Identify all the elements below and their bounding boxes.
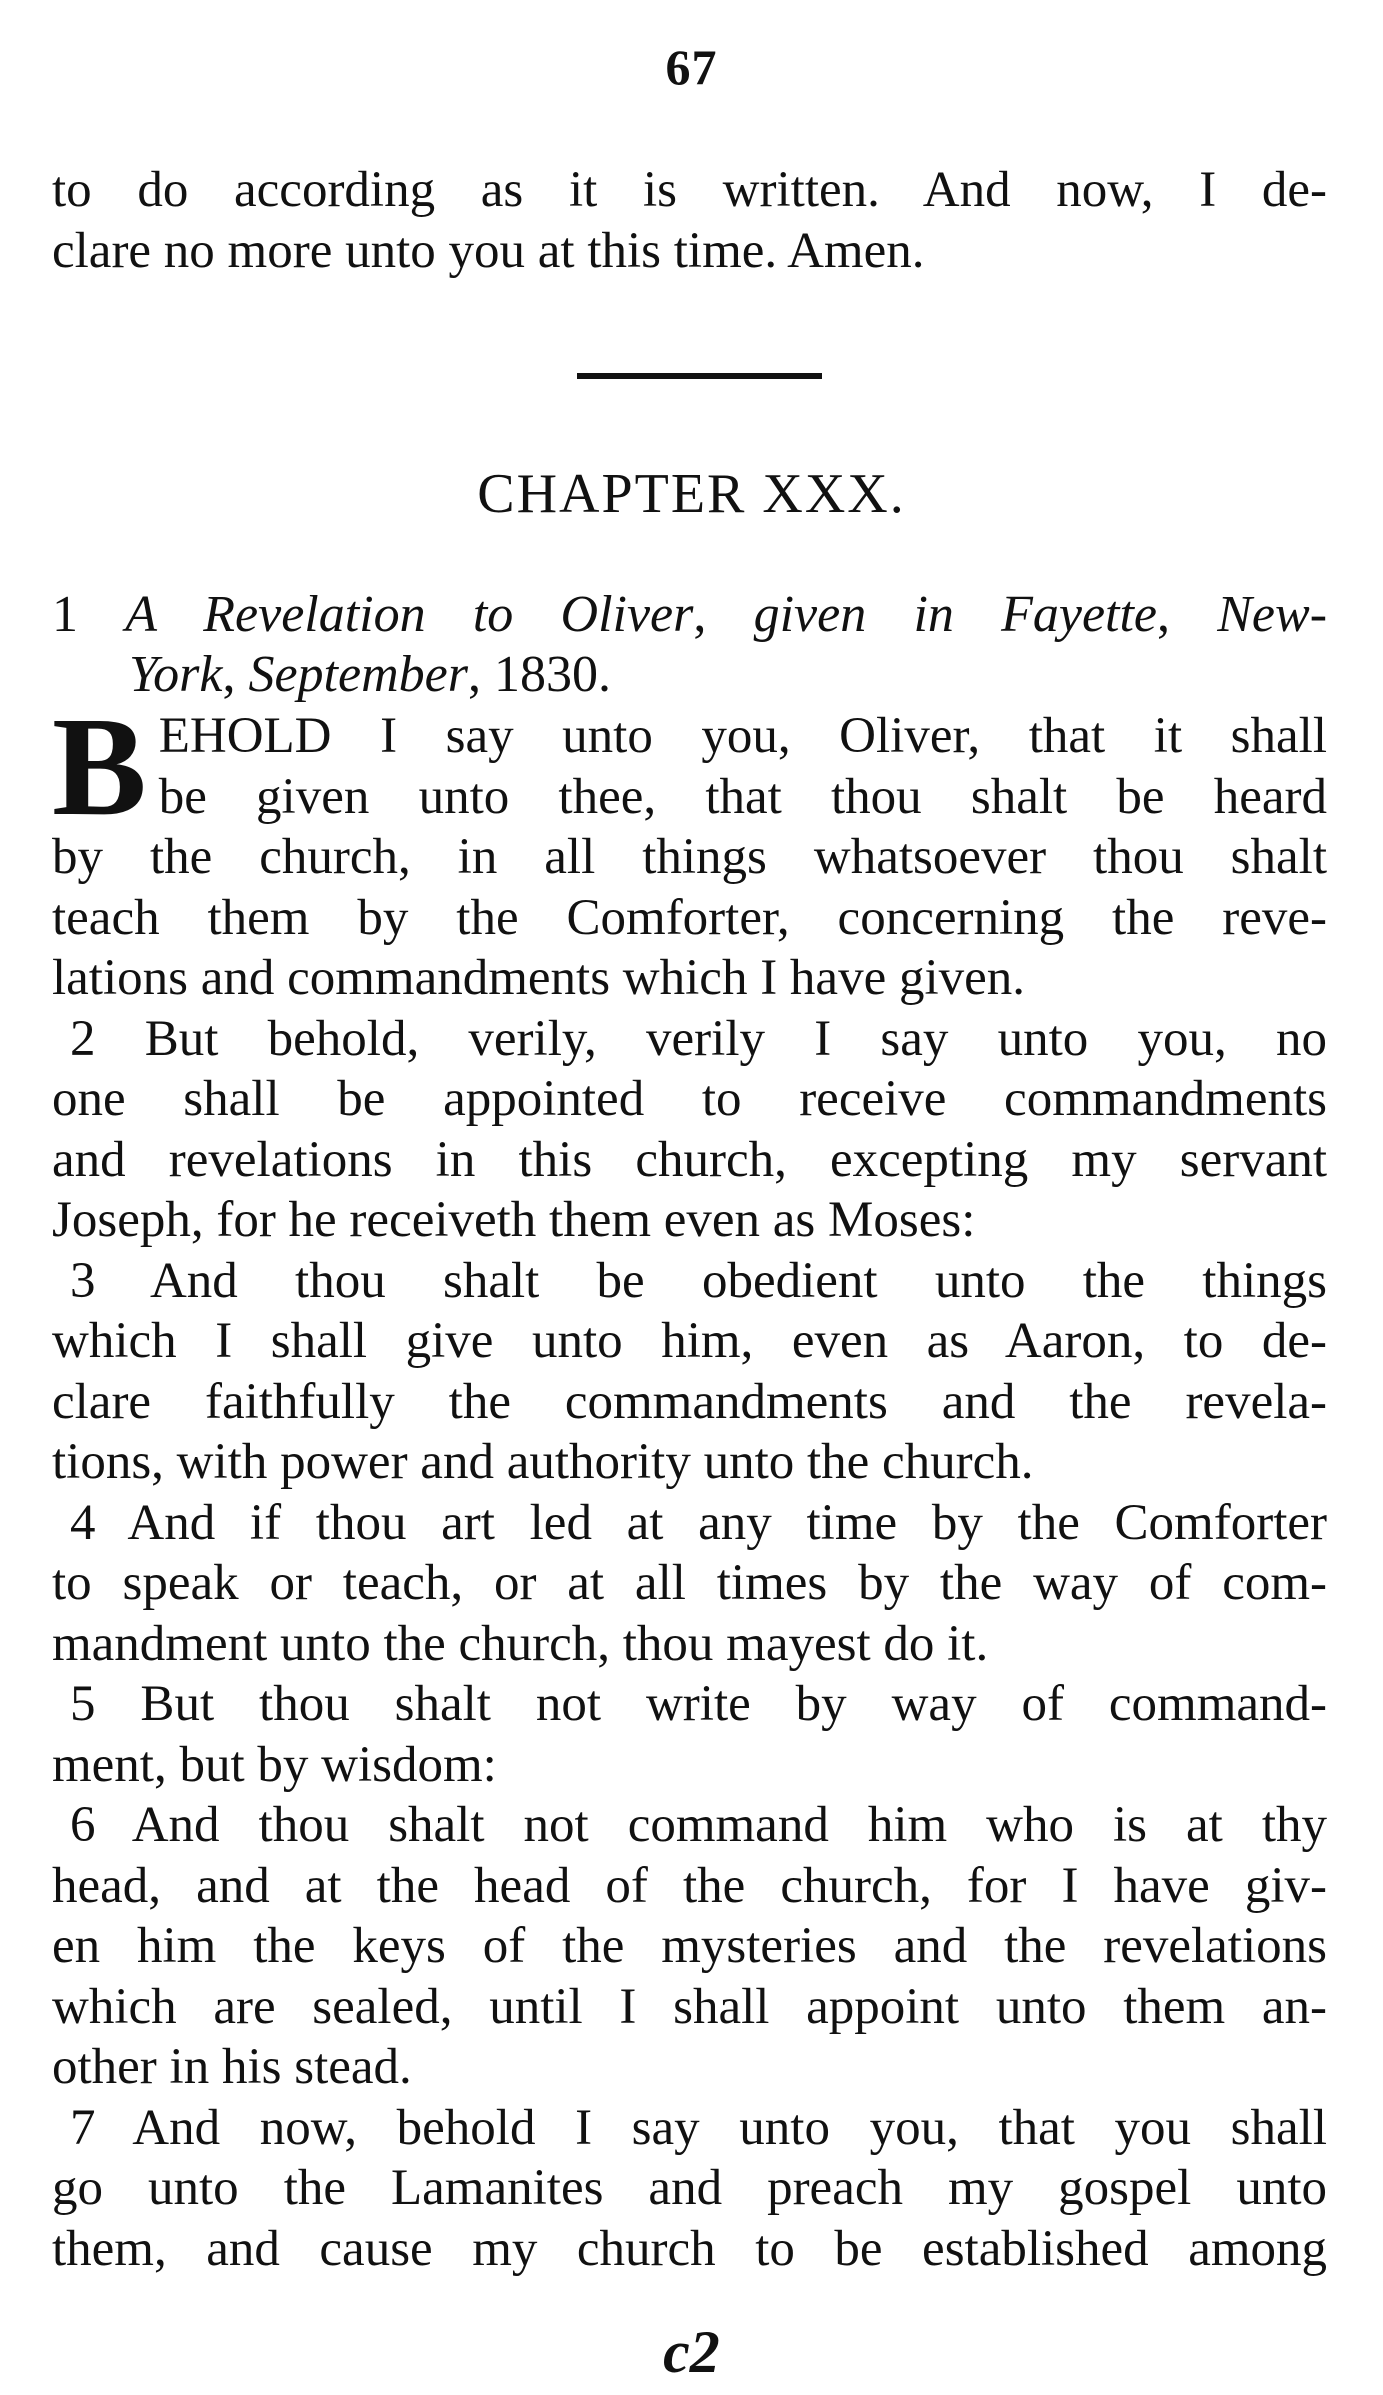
text-line: clare faithfully the commandments and the revela-	[52, 1373, 1327, 1430]
text-line: 5 But thou shalt not write by way of command-	[70, 1676, 1327, 1732]
chapter-title: CHAPTER XXX.	[477, 463, 906, 525]
heading-line-1	[52, 585, 1327, 645]
heading-punct: ,	[1157, 586, 1171, 643]
verse-lines	[52, 827, 1327, 2279]
text-line: one shall be appointed to receive commandments	[52, 1071, 1327, 1127]
text-line: mandment unto the church, thou mayest do it.	[52, 1615, 989, 1672]
text-line: go unto the Lamanites and preach my gospel unto	[52, 2160, 1327, 2216]
text-line: to speak or teach, or at all times by the way of com-	[52, 1555, 1327, 1611]
chapter-heading	[52, 585, 1327, 705]
text-line: ment, but by wisdom:	[52, 1736, 497, 1793]
text-line: teach them by the Comforter, concerning the reve-	[52, 889, 1327, 946]
heading-title: A Revelation to Oliver	[125, 586, 694, 643]
text-line: them, and cause my church to be established among	[52, 2220, 1327, 2277]
heading-line-2	[52, 645, 1327, 705]
heading-number: 1	[52, 586, 78, 643]
heading-state-cont: York	[129, 646, 223, 703]
text-line: 3 And thou shalt be obedient unto the things	[70, 1252, 1327, 1309]
text-line: Joseph, for he receiveth them even as Moses:	[52, 1192, 976, 1248]
heading-month: September	[248, 646, 468, 703]
text-line: clare no more unto you at this time. Amen.	[52, 222, 925, 279]
chapter-body	[52, 687, 1327, 2279]
section-divider	[577, 373, 822, 379]
text-line: 2 But behold, verily, verily I say unto you, no	[70, 1010, 1327, 1067]
page-number: 67	[665, 39, 718, 95]
printer-signature-mark: c2	[663, 2319, 720, 2385]
text-line: lations and commandments which I have given.	[52, 950, 1026, 1006]
heading-place: given in Fayette	[753, 586, 1158, 643]
heading-state: New-	[1217, 586, 1328, 643]
heading-year: , 1830.	[467, 646, 611, 703]
intro-paragraph	[52, 160, 1327, 281]
drop-cap: B	[52, 687, 147, 845]
text-line: EHOLD I say unto you, Oliver, that it shall	[158, 708, 1327, 764]
text-line: which I shall give unto him, even as Aaron, to de-	[52, 1313, 1327, 1369]
text-line: and revelations in this church, excepting my servant	[52, 1131, 1327, 1188]
text-line: other in his stead.	[52, 2039, 412, 2095]
heading-punct: ,	[693, 586, 707, 643]
text-line: which are sealed, until I shall appoint unto them an-	[52, 1978, 1327, 2035]
text-line: tions, with power and authority unto the church.	[52, 1434, 1034, 1490]
text-line: 7 And now, behold I say unto you, that you shall	[70, 2099, 1327, 2156]
text-line: by the church, in all things whatsoever thou shalt	[52, 829, 1327, 885]
text-line: 4 And if thou art led at any time by the Comforter	[70, 1494, 1327, 1551]
heading-punct: ,	[222, 646, 236, 703]
text-line: head, and at the head of the church, for I have giv-	[52, 1857, 1327, 1914]
text-line: en him the keys of the mysteries and the revelations	[52, 1918, 1327, 1974]
text-line: to do according as it is written. And now, I de-	[52, 162, 1327, 218]
text-line: be given unto thee, that thou shalt be heard	[158, 768, 1327, 825]
text-line: 6 And thou shalt not command him who is at thy	[70, 1797, 1327, 1853]
